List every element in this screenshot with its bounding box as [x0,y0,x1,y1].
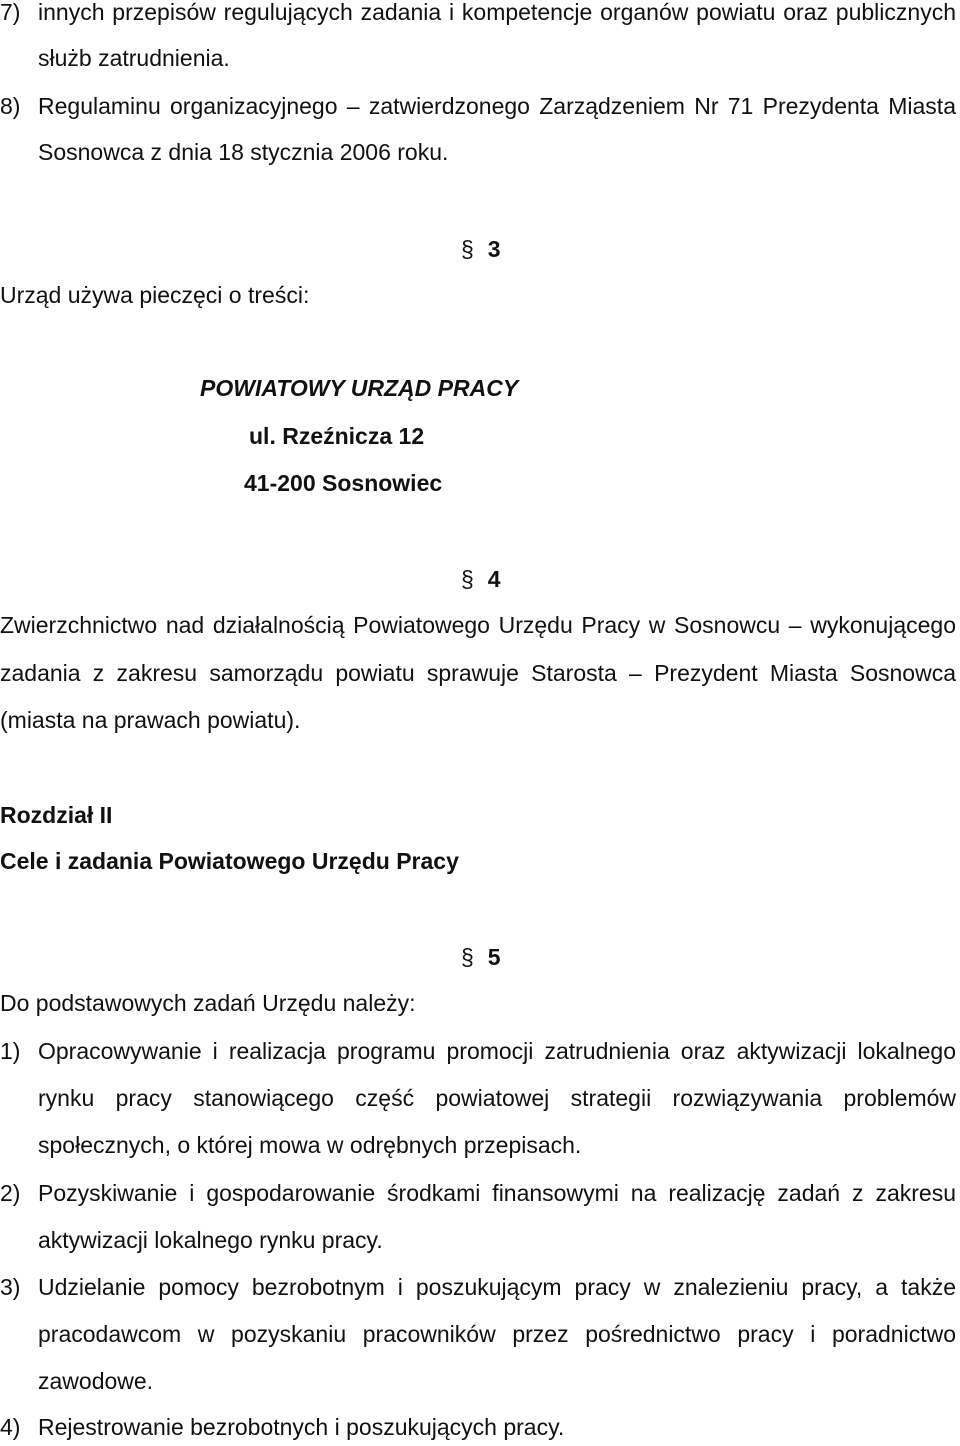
section-heading [461,942,501,972]
list-item-text: Rejestrowanie bezrobotnych i poszukujących pracy. [38,1414,565,1440]
list-item-number: 7) [0,0,21,25]
list-item-text: Udzielanie pomocy bezrobotnym i poszukującym pracy w znalezieniu pracy, a także [38,1274,956,1300]
list-item-text: Pozyskiwanie i gospodarowanie środkami finansowymi na realizację zadań z zakresu [38,1180,956,1206]
list-item-text: pracodawcom w pozyskaniu pracowników przez pośrednictwo pracy i poradnictwo [38,1321,956,1347]
paragraph-text: Do podstawowych zadań Urzędu należy: [0,990,416,1016]
list-item-text: innych przepisów regulujących zadania i kompetencje organów powiatu oraz publicznych [38,0,956,25]
list-item-text: zawodowe. [38,1368,154,1394]
list-item-text: rynku pracy stanowiącego część powiatowej strategii rozwiązywania problemów [38,1085,956,1111]
section-number: 4 [487,566,501,592]
section-number: 3 [487,236,501,262]
list-item-text: aktywizacji lokalnego rynku pracy. [38,1227,383,1253]
section-heading [461,564,501,594]
list-item-text: Regulaminu organizacyjnego – zatwierdzonego Zarządzeniem Nr 71 Prezydenta Miasta [38,93,956,119]
section-heading [461,234,501,264]
list-item-number: 8) [0,93,21,119]
paragraph-text: Urząd używa pieczęci o treści: [0,282,310,308]
stamp-line: 41-200 Sosnowiec [244,470,443,496]
list-item-number: 4) [0,1414,21,1440]
list-item-number: 2) [0,1180,21,1206]
paragraph-text: (miasta na prawach powiatu). [0,707,301,733]
section-symbol: § [461,236,474,262]
stamp-line: ul. Rzeźnicza 12 [249,423,425,449]
stamp-line: POWIATOWY URZĄD PRACY [200,375,519,401]
list-item-text: Sosnowca z dnia 18 stycznia 2006 roku. [38,139,449,165]
section-number: 5 [487,944,501,970]
chapter-title: Rozdział II [0,802,113,828]
paragraph-text: Zwierzchnictwo nad działalnością Powiatowego Urzędu Pracy w Sosnowcu – wykonującego [0,612,956,638]
section-symbol: § [461,944,474,970]
list-item-number: 3) [0,1274,21,1300]
list-item-number: 1) [0,1038,21,1064]
chapter-subtitle: Cele i zadania Powiatowego Urzędu Pracy [0,848,459,874]
list-item-text: służb zatrudnienia. [38,45,230,71]
section-symbol: § [461,566,474,592]
paragraph-text: zadania z zakresu samorządu powiatu sprawuje Starosta – Prezydent Miasta Sosnowca [0,660,956,686]
list-item-text: Opracowywanie i realizacja programu promocji zatrudnienia oraz aktywizacji lokalnego [38,1038,956,1064]
list-item-text: społecznych, o której mowa w odrębnych przepisach. [38,1132,582,1158]
